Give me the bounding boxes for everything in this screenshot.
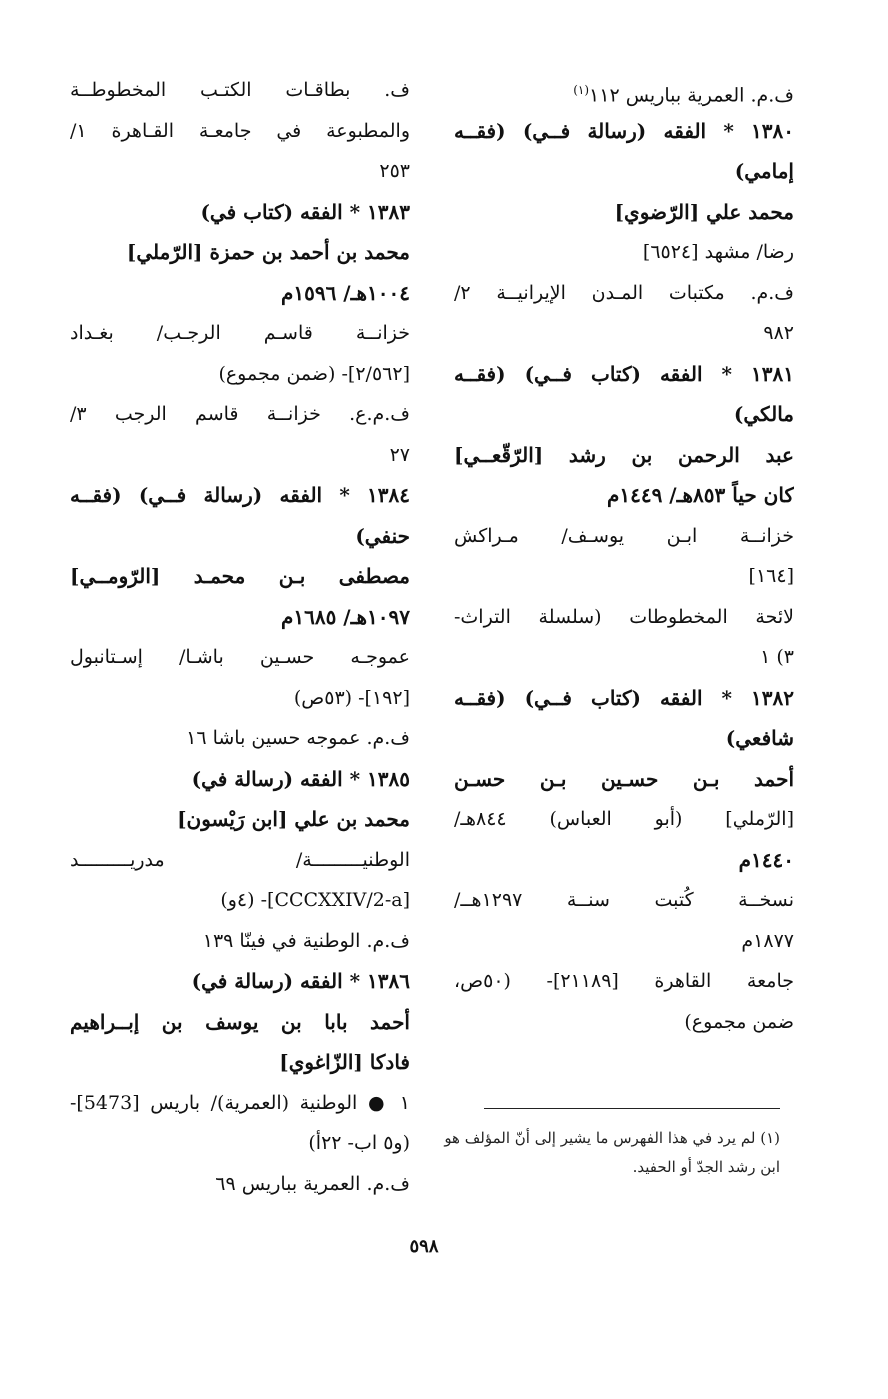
entry-line: أحمد بـن حسـين بـن حسـن (454, 766, 794, 791)
entry-line: ١ ● الوطنية (العمرية)/ باريس [5473]- (70, 1091, 410, 1114)
entry-line: ١٣٨١ * الفقه (كتاب فــي) (فقــه (454, 361, 794, 386)
entry-line: ١٠٠٤هـ/ ١٥٩٦م (280, 280, 410, 305)
footnote-line-2: ابن رشد الجدّ أو الحفيد. (632, 1158, 780, 1176)
entry-line: ١٣٨٣ * الفقه (كتاب في) (200, 199, 410, 224)
footnote-divider (484, 1108, 780, 1109)
footnote (444, 1124, 780, 1182)
entry-line: ١٨٧٧م (741, 929, 794, 952)
entry-line: فادكا [الزّاغوي] (279, 1050, 410, 1074)
entry-line: [١٦٤] (748, 565, 794, 587)
entry-line: ١٣٨٤ * الفقه (رسالة فــي) (فقــه (70, 483, 410, 507)
entry-line: (و٥ اب- ٢٢أ) (308, 1132, 410, 1154)
entry-line: أحمد بابا بن يوسف بن إبــراهيم (70, 1009, 410, 1034)
entry-line: ٢٧ (389, 443, 410, 466)
entry-line: والمطبوعة في جامعـة القـاهرة ١/ (70, 119, 410, 142)
footnote-marker: (١) (760, 1129, 780, 1147)
entry-line: كان حياً ٨٥٣هـ/ ١٤٤٩م (606, 483, 794, 507)
entry-line: خزانــة قاسـم الرجـب/ بغـداد (70, 322, 410, 344)
entry-line: ف.م.ع. خزانــة قاسم الرجب ٣/ (70, 403, 410, 425)
entry-line: مالكي) (733, 402, 794, 426)
entry-line: الوطنيـــــــــة/ مدريـــــــــد (70, 848, 410, 871)
entry-line: حنفي) (355, 523, 410, 548)
entry-line: محمد بن علي [ابن رَيْسون] (177, 807, 410, 831)
footnote-reference[interactable]: (١) (573, 83, 590, 97)
entry-line: [٢/٥٦٢]- (ضمن مجموع) (218, 362, 410, 385)
entry-line: رضا/ مشهد [٦٥٢٤] (642, 241, 794, 263)
entry-line: مصطفى بـن محمـد [الرّومــي] (70, 564, 410, 588)
entry-line: ف.م. العمرية بباريس ٦٩ (215, 1172, 410, 1195)
entry-line: ضمن مجموع) (684, 1010, 794, 1033)
entry-line: نسخــة كُتبت سنــة ١٢٩٧هــ/ (454, 889, 794, 911)
entry-line: ٩٨٢ (763, 322, 794, 344)
page-number: ٥٩٨ (409, 1236, 439, 1257)
footnote-line-1 (444, 1124, 780, 1153)
entry-line: [١٩٢]- (٥٣ص) (293, 686, 410, 709)
entry-line: محمد علي [الرّضوي] (614, 199, 794, 224)
entry-line: ٢٥٣ (379, 160, 410, 182)
entry-line: ف.م. عموجه حسين باشا ١٦ (186, 727, 410, 749)
entry-line: ف. بطاقـات الكتـب المخطوطــة (70, 79, 410, 101)
left-column (70, 70, 410, 1204)
entry-line: ف.م. مكتبات المـدن الإيرانيــة ٢/ (454, 281, 794, 304)
entry-line: ١٣٨٠ * الفقه (رسالة فــي) (فقــه (454, 118, 794, 143)
entry-line: لائحة المخطوطات (سلسلة التراث- (454, 605, 794, 628)
footnote-text-1: لم يرد في هذا الفهرس ما يشير إلى أنّ المؤلف هو (444, 1129, 756, 1147)
entry-line: ١٤٤٠م (738, 847, 794, 872)
entry-text: ف.م. العمرية بباريس ١١٢ (589, 84, 794, 107)
entry-line: ٣) ١ (760, 646, 794, 668)
entry-line: [CCCXXIV/2-a]- (٤و) (220, 889, 410, 911)
entry-line: ١٠٩٧هـ/ ١٦٨٥م (280, 604, 410, 629)
entry-line: ف.م. الوطنية في فينّا ١٣٩ (202, 929, 410, 952)
entry-line-with-note (454, 70, 794, 111)
entry-line: [الرّملي] (أبو العباس) ٨٤٤هـ/ (454, 808, 794, 830)
right-column (454, 70, 794, 1042)
entry-line: عبد الرحمن بن رشد [الرّقّعــي] (454, 442, 794, 467)
entry-line: عموجـه حسـين باشـا/ إسـتانبول (70, 646, 410, 668)
entry-line: جامعة القاهرة [٢١١٨٩]- (٥٠ص، (454, 970, 794, 992)
entry-line: خزانــة ابـن يوسـف/ مـراكش (454, 524, 794, 547)
entry-line: ١٣٨٢ * الفقه (كتاب فــي) (فقــه (454, 685, 794, 710)
entry-line: شافعي) (725, 726, 794, 750)
entry-line: ١٣٨٦ * الفقه (رسالة في) (191, 969, 410, 993)
entry-line: ١٣٨٥ * الفقه (رسالة في) (191, 766, 410, 791)
entry-line: إمامي) (734, 159, 794, 183)
entry-line: محمد بن أحمد بن حمزة [الرّملي] (126, 240, 410, 264)
